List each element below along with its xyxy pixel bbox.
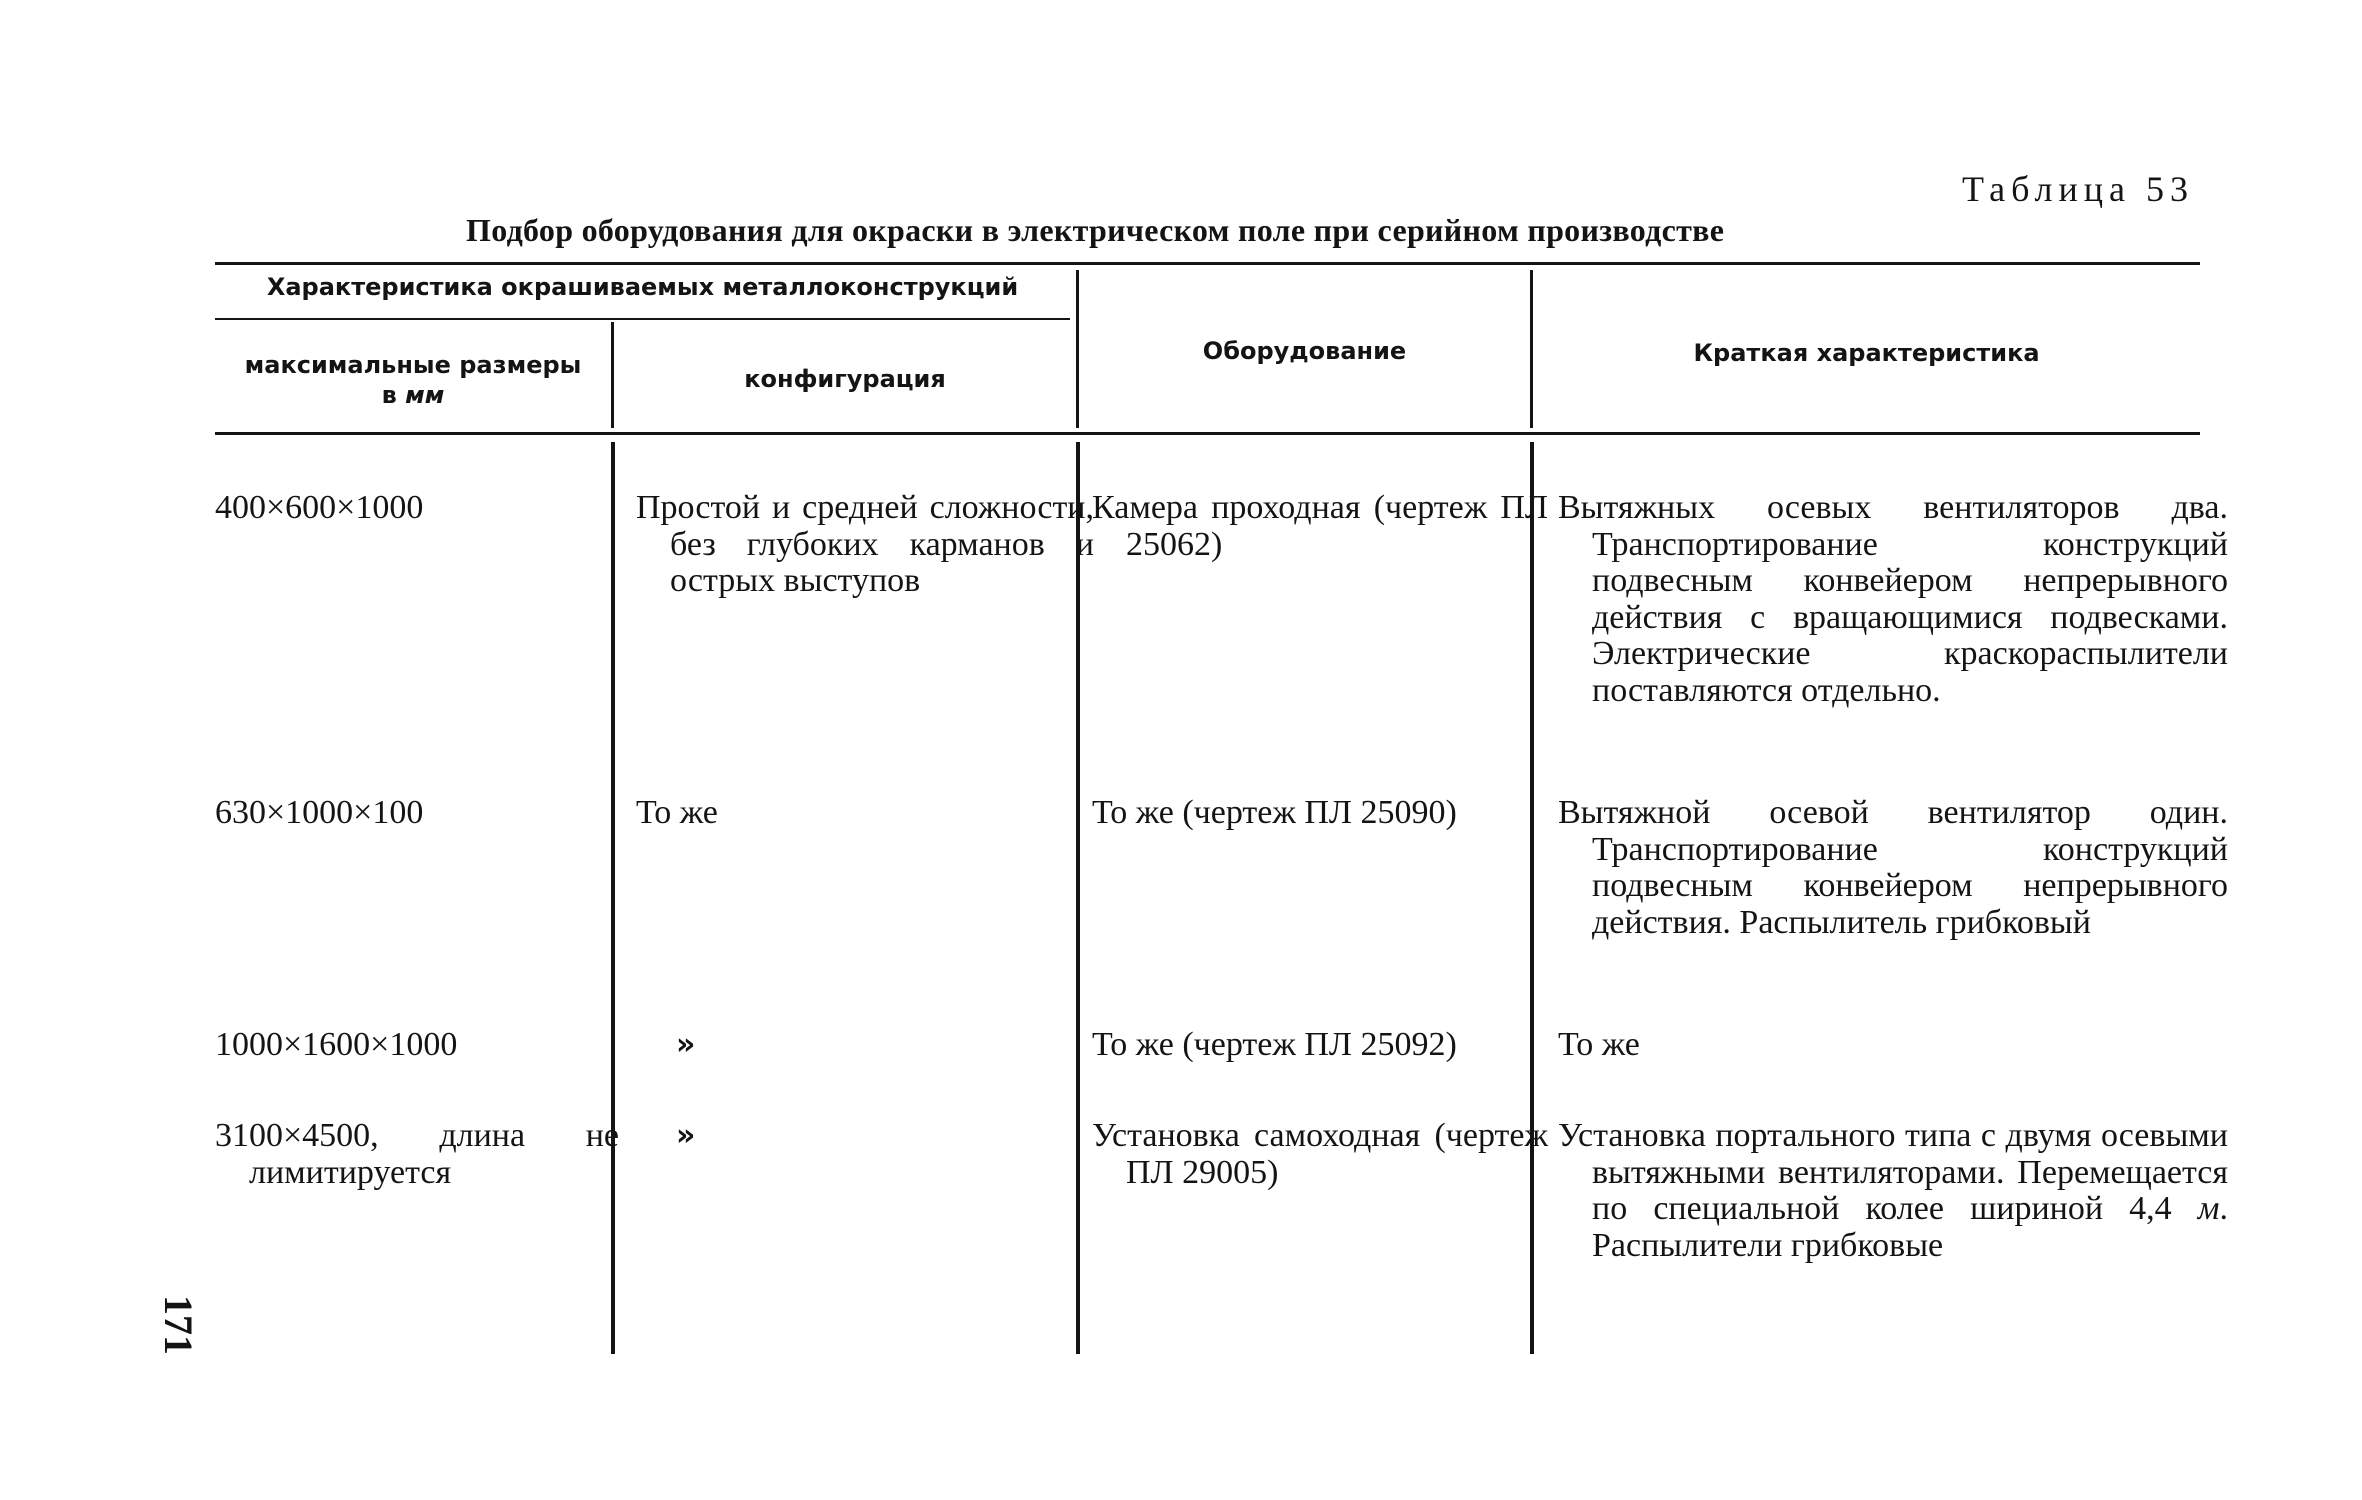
header-equipment: Оборудование (1202, 337, 1407, 365)
column-divider-1-body (611, 442, 615, 1354)
row2-config: То же (636, 794, 718, 831)
row3-config-ditto: » (676, 1027, 696, 1062)
header-max-size-prefix: в (381, 381, 397, 409)
row1-equipment: Камера проходная (чертеж ПЛ 25062) (1092, 489, 1548, 563)
header-max-size-unit: мм (405, 381, 445, 409)
group-header-underline (215, 318, 1070, 320)
header-brief: Краткая характеристика (1693, 339, 2040, 367)
row3-size: 1000×1600×1000 (215, 1026, 458, 1063)
row1-config: Простой и средней сложности, без глубоких карманов и острых выступов (636, 489, 1094, 599)
row3-brief: То же (1558, 1026, 1640, 1063)
header-bottom-rule (215, 432, 2200, 435)
row4-brief-part2: . Распылители грибковые (1592, 1190, 2228, 1264)
row4-brief (1558, 1118, 2228, 1264)
row3-equipment: То же (чертеж ПЛ 25092) (1092, 1026, 1457, 1063)
row4-equipment: Установка самоходная (чертеж ПЛ 29005) (1092, 1117, 1548, 1191)
row1-size: 400×600×1000 (215, 489, 424, 526)
column-divider-3-body (1530, 442, 1534, 1354)
row2-equipment: То же (чертеж ПЛ 25090) (1092, 794, 1457, 831)
header-configuration: конфигурация (744, 365, 946, 393)
row4-brief-unit: м (2197, 1190, 2220, 1227)
row4-size: 3100×4500, длина не лимитируется (215, 1117, 619, 1191)
row4-brief-part1: Установка портального типа с двумя осевыми вытяжными вентиляторами. Перемещается по специальной колее шириной 4,4 (1558, 1117, 2228, 1227)
header-max-size (215, 350, 611, 410)
table-title: Подбор оборудования для окраски в электрическом поле при серийном производстве (466, 212, 1725, 248)
top-rule (215, 262, 2200, 265)
header-max-size-line1: максимальные размеры (244, 351, 582, 379)
row2-brief: Вытяжной осевой вентилятор один. Транспортирование конструкций подвесным конвейером непрерывного действия. Распылитель грибковый (1558, 794, 2228, 941)
page-number: 171 (156, 1295, 201, 1355)
row1-brief: Вытяжных осевых вентиляторов два. Транспортирование конструкций подвесным конвейером непрерывного действия с вращающимися подвесками. Электрические краскораспылители поставляются отдельно. (1558, 489, 2228, 709)
table-number-label: Таблица 53 (1962, 169, 2194, 209)
header-group: Характеристика окрашиваемых металлоконструкций (266, 273, 1019, 301)
row4-config-ditto: » (676, 1118, 696, 1153)
row2-size: 630×1000×100 (215, 794, 424, 831)
